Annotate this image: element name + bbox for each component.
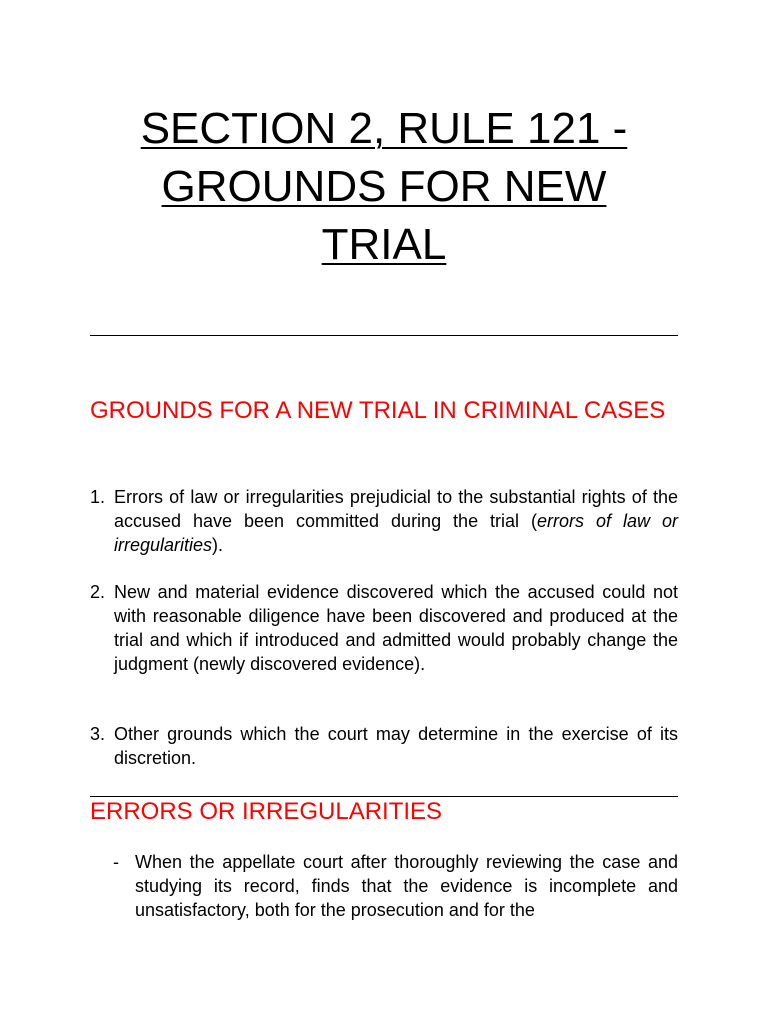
title-line-1: SECTION 2, RULE 121 - (140, 104, 628, 153)
divider-top (90, 335, 678, 336)
list-item-number: 3. (90, 724, 106, 744)
list-item-text-main: Errors of law or irregularities prejudicial to the substantial rights of the accused have been committed during the trial ( (114, 487, 678, 531)
list-item-text: New and material evidence discovered which the accused could not with reasonable diligence have been discovered and produced at the trial and which if introduced and admitted would probably change the judgment (newly discovered evidence). (114, 582, 678, 674)
list-item (90, 722, 678, 770)
dash-list-item (113, 850, 678, 922)
list-item (90, 485, 678, 557)
list-item-number: 2. (90, 582, 106, 602)
list-item-text: Other grounds which the court may determine in the exercise of its discretion. (114, 724, 678, 768)
dash-bullet: - (113, 852, 119, 872)
section-heading-grounds: GROUNDS FOR A NEW TRIAL IN CRIMINAL CASES (90, 397, 666, 424)
list-item-number: 1. (90, 487, 106, 507)
list-item-text (114, 485, 678, 557)
document-title (90, 100, 678, 274)
dash-list-item-text: When the appellate court after thoroughly reviewing the case and studying its record, finds that the evidence is incomplete and unsatisfactory, both for the prosecution and for the (135, 852, 678, 920)
list-item-text-after: ). (212, 535, 224, 555)
title-line-2: GROUNDS FOR NEW (161, 162, 607, 211)
section-heading-errors: ERRORS OR IRREGULARITIES (90, 798, 443, 825)
title-line-3: TRIAL (321, 220, 447, 269)
list-item-italic: errors of law or irregularities (114, 511, 678, 555)
list-item (90, 580, 678, 676)
